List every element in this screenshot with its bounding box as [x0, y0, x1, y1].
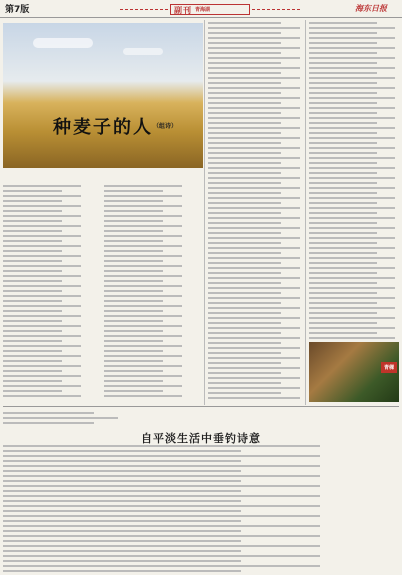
text-line-placeholder	[309, 287, 395, 289]
text-line-placeholder	[104, 325, 182, 327]
text-line-placeholder	[208, 92, 281, 94]
text-line-placeholder	[104, 290, 163, 292]
text-line-placeholder	[309, 172, 377, 174]
text-line-placeholder	[3, 245, 81, 247]
text-line-placeholder	[208, 242, 281, 244]
text-line-placeholder	[208, 152, 281, 154]
text-line-placeholder	[208, 67, 300, 69]
text-line-placeholder	[104, 385, 182, 387]
text-line-placeholder	[309, 22, 377, 24]
text-line-placeholder	[309, 102, 377, 104]
text-line-placeholder	[208, 247, 300, 249]
text-line-placeholder	[104, 230, 163, 232]
text-line-placeholder	[3, 355, 81, 357]
text-line-placeholder	[104, 215, 182, 217]
text-line-placeholder	[309, 322, 377, 324]
text-line-placeholder	[208, 262, 281, 264]
section-divider	[3, 406, 399, 407]
text-line-placeholder	[104, 380, 163, 382]
text-line-placeholder	[104, 185, 182, 187]
text-line-placeholder	[104, 210, 163, 212]
text-line-placeholder	[3, 260, 62, 262]
text-line-placeholder	[309, 267, 395, 269]
text-line-placeholder	[208, 87, 300, 89]
text-line-placeholder	[3, 565, 320, 567]
section-label: 副刊	[174, 5, 192, 15]
text-line-placeholder	[3, 200, 62, 202]
text-line-placeholder	[3, 215, 81, 217]
text-line-placeholder	[208, 367, 300, 369]
text-line-placeholder	[208, 122, 281, 124]
text-line-placeholder	[208, 32, 281, 34]
text-line-placeholder	[309, 52, 377, 54]
text-line-placeholder	[104, 310, 163, 312]
text-line-placeholder	[3, 190, 62, 192]
text-line-placeholder	[309, 137, 395, 139]
masthead-divider-left	[120, 9, 168, 10]
text-line-placeholder	[208, 22, 281, 24]
text-line-placeholder	[3, 480, 241, 482]
text-line-placeholder	[309, 92, 377, 94]
text-line-placeholder	[208, 267, 300, 269]
text-line-placeholder	[208, 317, 300, 319]
text-line-placeholder	[208, 52, 281, 54]
text-line-placeholder	[3, 550, 241, 552]
text-line-placeholder	[104, 305, 182, 307]
text-line-placeholder	[309, 32, 377, 34]
text-line-placeholder	[309, 132, 377, 134]
column-divider	[204, 20, 205, 405]
hero-title: 种麦子的人	[53, 117, 153, 138]
text-line-placeholder	[3, 422, 94, 424]
text-line-placeholder	[208, 27, 300, 29]
text-line-placeholder	[208, 237, 300, 239]
text-line-placeholder	[309, 72, 377, 74]
text-line-placeholder	[309, 257, 395, 259]
text-line-placeholder	[3, 535, 320, 537]
text-line-placeholder	[208, 357, 300, 359]
text-line-placeholder	[208, 337, 300, 339]
text-line-placeholder	[3, 310, 62, 312]
text-line-placeholder	[3, 205, 81, 207]
text-line-placeholder	[3, 265, 81, 267]
text-line-placeholder	[309, 177, 395, 179]
text-line-placeholder	[3, 195, 81, 197]
text-line-placeholder	[3, 375, 81, 377]
text-line-placeholder	[3, 340, 62, 342]
text-line-placeholder	[3, 490, 241, 492]
text-line-placeholder	[208, 82, 281, 84]
text-line-placeholder	[3, 570, 241, 572]
text-line-placeholder	[309, 302, 377, 304]
text-line-placeholder	[309, 202, 377, 204]
text-line-placeholder	[3, 385, 81, 387]
text-line-placeholder	[309, 147, 395, 149]
text-line-placeholder	[104, 340, 163, 342]
text-line-placeholder	[208, 277, 300, 279]
text-line-placeholder	[3, 210, 62, 212]
text-line-placeholder	[104, 250, 163, 252]
text-line-placeholder	[3, 520, 241, 522]
text-line-placeholder	[3, 350, 62, 352]
text-line-placeholder	[309, 77, 395, 79]
text-line-placeholder	[208, 192, 281, 194]
text-line-placeholder	[104, 235, 182, 237]
text-line-placeholder	[309, 117, 395, 119]
text-line-placeholder	[3, 270, 62, 272]
text-line-placeholder	[3, 300, 62, 302]
text-line-placeholder	[104, 315, 182, 317]
text-line-placeholder	[208, 272, 281, 274]
text-line-placeholder	[309, 247, 395, 249]
text-line-placeholder	[309, 42, 377, 44]
text-line-placeholder	[3, 365, 81, 367]
text-line-placeholder	[3, 395, 81, 397]
text-line-placeholder	[104, 255, 182, 257]
text-line-placeholder	[208, 147, 300, 149]
text-line-placeholder	[208, 77, 300, 79]
text-line-placeholder	[208, 217, 300, 219]
masthead	[0, 0, 402, 18]
text-line-placeholder	[104, 320, 163, 322]
text-line-placeholder	[104, 365, 182, 367]
article-title: 自平淡生活中垂钓诗意	[141, 432, 261, 445]
text-line-placeholder	[104, 395, 182, 397]
paper-logo: 海东日报	[355, 3, 387, 13]
text-line-placeholder	[208, 137, 300, 139]
text-line-placeholder	[3, 475, 320, 477]
section-box	[170, 4, 250, 15]
text-line-placeholder	[3, 330, 62, 332]
text-line-placeholder	[104, 270, 163, 272]
text-line-placeholder	[208, 47, 300, 49]
text-line-placeholder	[104, 330, 163, 332]
text-line-placeholder	[208, 182, 281, 184]
text-line-placeholder	[3, 417, 118, 419]
text-line-placeholder	[3, 220, 62, 222]
text-line-placeholder	[208, 202, 281, 204]
text-line-placeholder	[309, 167, 395, 169]
text-line-placeholder	[309, 82, 377, 84]
text-line-placeholder	[309, 252, 377, 254]
text-line-placeholder	[208, 332, 281, 334]
text-line-placeholder	[208, 252, 281, 254]
text-line-placeholder	[3, 390, 62, 392]
text-line-placeholder	[3, 320, 62, 322]
text-line-placeholder	[309, 87, 395, 89]
text-line-placeholder	[104, 225, 182, 227]
text-line-placeholder	[208, 347, 300, 349]
text-line-placeholder	[3, 370, 62, 372]
text-line-placeholder	[309, 112, 377, 114]
text-line-placeholder	[104, 355, 182, 357]
text-line-placeholder	[309, 292, 377, 294]
text-line-placeholder	[3, 305, 81, 307]
text-line-placeholder	[208, 282, 281, 284]
text-line-placeholder	[3, 540, 241, 542]
text-line-placeholder	[3, 225, 81, 227]
text-line-placeholder	[104, 360, 163, 362]
text-line-placeholder	[208, 197, 300, 199]
text-line-placeholder	[3, 290, 62, 292]
text-line-placeholder	[309, 162, 377, 164]
text-line-placeholder	[3, 280, 62, 282]
text-line-placeholder	[3, 455, 320, 457]
text-line-placeholder	[309, 127, 395, 129]
text-line-placeholder	[3, 545, 320, 547]
text-line-placeholder	[104, 375, 182, 377]
text-line-placeholder	[208, 107, 300, 109]
text-line-placeholder	[208, 397, 300, 399]
text-line-placeholder	[208, 297, 300, 299]
text-line-placeholder	[3, 235, 81, 237]
text-line-placeholder	[208, 227, 300, 229]
text-line-placeholder	[309, 157, 395, 159]
text-line-placeholder	[309, 277, 395, 279]
text-line-placeholder	[208, 287, 300, 289]
text-line-placeholder	[3, 250, 62, 252]
text-line-placeholder	[3, 275, 81, 277]
text-line-placeholder	[208, 327, 300, 329]
text-line-placeholder	[208, 352, 281, 354]
text-line-placeholder	[3, 470, 241, 472]
text-line-placeholder	[309, 217, 395, 219]
text-line-placeholder	[309, 62, 377, 64]
text-line-placeholder	[309, 192, 377, 194]
text-line-placeholder	[208, 157, 300, 159]
text-line-placeholder	[208, 172, 281, 174]
text-line-placeholder	[104, 280, 163, 282]
text-line-placeholder	[104, 350, 163, 352]
text-line-placeholder	[3, 560, 241, 562]
text-line-placeholder	[208, 387, 300, 389]
text-line-placeholder	[3, 315, 81, 317]
text-line-placeholder	[208, 117, 300, 119]
text-line-placeholder	[309, 282, 377, 284]
text-line-placeholder	[208, 342, 281, 344]
text-line-placeholder	[309, 272, 377, 274]
text-line-placeholder	[309, 97, 395, 99]
text-line-placeholder	[104, 335, 182, 337]
text-line-placeholder	[104, 285, 182, 287]
text-line-placeholder	[3, 230, 62, 232]
text-line-placeholder	[104, 260, 163, 262]
text-line-placeholder	[104, 195, 182, 197]
text-line-placeholder	[208, 42, 281, 44]
text-line-placeholder	[3, 335, 81, 337]
text-line-placeholder	[104, 245, 182, 247]
text-line-placeholder	[309, 297, 395, 299]
text-line-placeholder	[309, 197, 395, 199]
text-line-placeholder	[208, 222, 281, 224]
text-line-placeholder	[309, 227, 395, 229]
text-line-placeholder	[3, 345, 81, 347]
text-line-placeholder	[208, 102, 281, 104]
text-line-placeholder	[309, 182, 377, 184]
text-line-placeholder	[309, 57, 395, 59]
text-line-placeholder	[309, 307, 395, 309]
text-line-placeholder	[208, 307, 300, 309]
text-line-placeholder	[309, 222, 377, 224]
text-line-placeholder	[309, 317, 395, 319]
text-line-placeholder	[208, 112, 281, 114]
text-line-placeholder	[309, 107, 395, 109]
text-line-placeholder	[3, 530, 241, 532]
text-line-placeholder	[3, 450, 241, 452]
text-line-placeholder	[208, 167, 300, 169]
text-line-placeholder	[309, 332, 377, 334]
text-line-placeholder	[208, 207, 300, 209]
text-line-placeholder	[208, 162, 281, 164]
text-line-placeholder	[3, 505, 320, 507]
text-line-placeholder	[208, 142, 281, 144]
text-line-placeholder	[3, 555, 320, 557]
text-line-placeholder	[309, 242, 377, 244]
text-line-placeholder	[309, 312, 377, 314]
text-line-placeholder	[309, 67, 395, 69]
text-line-placeholder	[3, 185, 81, 187]
text-line-placeholder	[208, 57, 300, 59]
text-line-placeholder	[208, 372, 281, 374]
text-line-placeholder	[309, 122, 377, 124]
text-line-placeholder	[3, 525, 320, 527]
text-line-placeholder	[3, 295, 81, 297]
text-line-placeholder	[208, 377, 300, 379]
text-line-placeholder	[104, 265, 182, 267]
text-line-placeholder	[3, 515, 320, 517]
text-line-placeholder	[208, 392, 281, 394]
text-line-placeholder	[309, 262, 377, 264]
text-line-placeholder	[104, 345, 182, 347]
text-line-placeholder	[3, 325, 81, 327]
section-name: 青海湖	[195, 7, 211, 13]
text-line-placeholder	[208, 302, 281, 304]
text-line-placeholder	[309, 27, 395, 29]
text-line-placeholder	[104, 190, 163, 192]
text-line-placeholder	[309, 187, 395, 189]
text-line-placeholder	[3, 485, 320, 487]
cloud-shape	[123, 48, 163, 55]
text-line-placeholder	[309, 142, 377, 144]
text-line-placeholder	[208, 257, 300, 259]
text-line-placeholder	[208, 322, 281, 324]
masthead-divider-right	[252, 9, 300, 10]
text-line-placeholder	[208, 127, 300, 129]
column-divider	[305, 20, 306, 405]
text-line-placeholder	[208, 312, 281, 314]
text-line-placeholder	[309, 37, 395, 39]
text-line-placeholder	[3, 500, 241, 502]
text-line-placeholder	[309, 327, 395, 329]
text-line-placeholder	[208, 37, 300, 39]
text-line-placeholder	[3, 412, 94, 414]
text-line-placeholder	[104, 200, 163, 202]
text-line-placeholder	[208, 177, 300, 179]
text-line-placeholder	[104, 240, 163, 242]
text-line-placeholder	[3, 360, 62, 362]
text-line-placeholder	[309, 237, 395, 239]
cloud-shape	[33, 38, 93, 48]
text-line-placeholder	[309, 207, 395, 209]
text-line-placeholder	[208, 62, 281, 64]
text-line-placeholder	[3, 380, 62, 382]
text-line-placeholder	[208, 362, 281, 364]
text-line-placeholder	[3, 510, 241, 512]
text-line-placeholder	[208, 292, 281, 294]
text-line-placeholder	[104, 300, 163, 302]
page-number: 第7版	[5, 5, 30, 15]
text-line-placeholder	[3, 255, 81, 257]
text-line-placeholder	[208, 187, 300, 189]
text-line-placeholder	[3, 465, 320, 467]
hero-subtitle: （组诗）	[153, 123, 178, 130]
text-line-placeholder	[309, 152, 377, 154]
text-line-placeholder	[208, 382, 281, 384]
text-line-placeholder	[208, 212, 281, 214]
text-line-placeholder	[104, 205, 182, 207]
text-line-placeholder	[208, 232, 281, 234]
text-line-placeholder	[208, 132, 281, 134]
hero-image	[3, 23, 203, 168]
text-line-placeholder	[3, 240, 62, 242]
text-line-placeholder	[309, 212, 377, 214]
text-line-placeholder	[104, 370, 163, 372]
text-line-placeholder	[3, 495, 320, 497]
photo-badge: 青稞	[381, 362, 397, 373]
text-line-placeholder	[3, 460, 241, 462]
text-line-placeholder	[104, 390, 163, 392]
text-line-placeholder	[104, 295, 182, 297]
text-line-placeholder	[309, 47, 395, 49]
text-line-placeholder	[104, 275, 182, 277]
text-line-placeholder	[309, 232, 377, 234]
wheat-photo	[309, 342, 399, 402]
text-line-placeholder	[3, 285, 81, 287]
text-line-placeholder	[309, 337, 395, 339]
text-line-placeholder	[208, 97, 300, 99]
text-line-placeholder	[104, 220, 163, 222]
text-line-placeholder	[208, 72, 281, 74]
